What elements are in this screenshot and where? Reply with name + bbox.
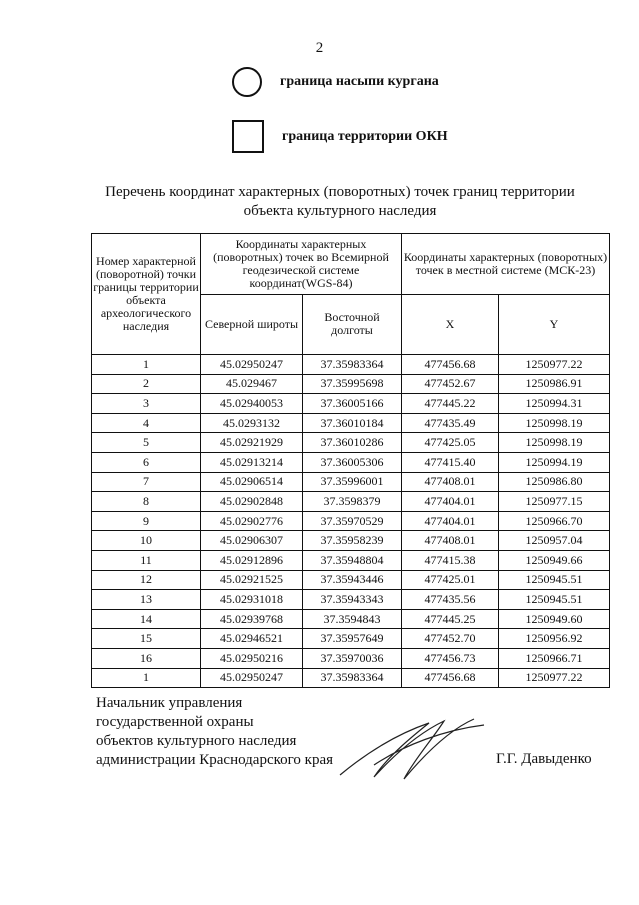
cell-east-longitude: 37.35943343 [303, 590, 402, 610]
table-row [92, 394, 610, 414]
cell-x: 477456.68 [402, 668, 499, 688]
cell-north-latitude: 45.0293132 [201, 413, 303, 433]
cell-x: 477425.01 [402, 570, 499, 590]
cell-north-latitude: 45.02946521 [201, 629, 303, 649]
table-row [92, 609, 610, 629]
signer-title-line-1: Начальник управления [96, 695, 243, 711]
header-msk23: Координаты характерных (поворотных) точек в местной системе (МСК-23) [402, 234, 610, 295]
cell-y: 1250998.19 [499, 413, 610, 433]
cell-x: 477404.01 [402, 492, 499, 512]
cell-north-latitude: 45.02906307 [201, 531, 303, 551]
cell-east-longitude: 37.36010286 [303, 433, 402, 453]
square-icon [232, 120, 264, 153]
cell-y: 1250945.51 [499, 570, 610, 590]
cell-north-latitude: 45.02950247 [201, 668, 303, 688]
cell-y: 1250977.22 [499, 355, 610, 375]
header-east-longitude: Восточной долготы [303, 294, 402, 355]
coordinates-table-body [92, 355, 610, 688]
cell-y: 1250994.31 [499, 394, 610, 414]
cell-point-number: 4 [92, 413, 201, 433]
cell-point-number: 16 [92, 648, 201, 668]
cell-north-latitude: 45.02939768 [201, 609, 303, 629]
cell-x: 477456.68 [402, 355, 499, 375]
cell-point-number: 11 [92, 550, 201, 570]
cell-y: 1250977.15 [499, 492, 610, 512]
table-row [92, 492, 610, 512]
cell-x: 477435.56 [402, 590, 499, 610]
cell-y: 1250966.71 [499, 648, 610, 668]
cell-north-latitude: 45.029467 [201, 374, 303, 394]
table-row [92, 433, 610, 453]
header-point-number: Номер характерной (поворотной) точки границы территории объекта археологического наследия [92, 234, 201, 355]
cell-y: 1250986.91 [499, 374, 610, 394]
cell-x: 477415.40 [402, 452, 499, 472]
table-row [92, 550, 610, 570]
header-x: X [402, 294, 499, 355]
cell-east-longitude: 37.36005166 [303, 394, 402, 414]
circle-icon [232, 67, 262, 97]
coordinates-table [91, 233, 610, 688]
cell-x: 477408.01 [402, 531, 499, 551]
cell-x: 477445.25 [402, 609, 499, 629]
cell-y: 1250949.66 [499, 550, 610, 570]
legend-label-territory: граница территории ОКН [282, 128, 448, 144]
cell-north-latitude: 45.02912896 [201, 550, 303, 570]
table-row [92, 648, 610, 668]
cell-point-number: 10 [92, 531, 201, 551]
header-wgs84: Координаты характерных (поворотных) точек во Всемирной геодезической системе координат(WGS-84) [201, 234, 402, 295]
cell-north-latitude: 45.02950216 [201, 648, 303, 668]
table-row [92, 531, 610, 551]
cell-point-number: 1 [92, 668, 201, 688]
cell-y: 1250966.70 [499, 511, 610, 531]
cell-y: 1250986.80 [499, 472, 610, 492]
cell-y: 1250949.60 [499, 609, 610, 629]
cell-east-longitude: 37.35970036 [303, 648, 402, 668]
cell-y: 1250945.51 [499, 590, 610, 610]
cell-east-longitude: 37.35983364 [303, 668, 402, 688]
cell-point-number: 13 [92, 590, 201, 610]
cell-point-number: 8 [92, 492, 201, 512]
cell-y: 1250994.19 [499, 452, 610, 472]
document-title [60, 183, 620, 221]
cell-point-number: 3 [92, 394, 201, 414]
cell-east-longitude: 37.36010184 [303, 413, 402, 433]
cell-y: 1250957.04 [499, 531, 610, 551]
cell-x: 477435.49 [402, 413, 499, 433]
legend-item-mound [232, 67, 439, 97]
cell-east-longitude: 37.35995698 [303, 374, 402, 394]
signer-title-line-4: администрации Краснодарского края [96, 752, 334, 768]
cell-east-longitude: 37.35958239 [303, 531, 402, 551]
signer-name: Г.Г. Давыденко [496, 751, 592, 767]
table-row [92, 374, 610, 394]
legend-label-mound: граница насыпи кургана [280, 74, 439, 89]
table-row [92, 472, 610, 492]
table-row [92, 511, 610, 531]
cell-point-number: 15 [92, 629, 201, 649]
cell-x: 477456.73 [402, 648, 499, 668]
cell-x: 477425.05 [402, 433, 499, 453]
cell-north-latitude: 45.02906514 [201, 472, 303, 492]
cell-x: 477452.67 [402, 374, 499, 394]
page-number: 2 [315, 40, 324, 56]
cell-east-longitude: 37.35943446 [303, 570, 402, 590]
signer-title-line-3: объектов культурного наследия [96, 733, 297, 749]
table-row [92, 590, 610, 610]
cell-x: 477415.38 [402, 550, 499, 570]
cell-east-longitude: 37.35948804 [303, 550, 402, 570]
cell-x: 477408.01 [402, 472, 499, 492]
cell-x: 477452.70 [402, 629, 499, 649]
table-row [92, 570, 610, 590]
cell-point-number: 6 [92, 452, 201, 472]
cell-north-latitude: 45.02921525 [201, 570, 303, 590]
header-y: Y [499, 294, 610, 355]
cell-point-number: 14 [92, 609, 201, 629]
cell-east-longitude: 37.35996001 [303, 472, 402, 492]
table-row [92, 668, 610, 688]
cell-east-longitude: 37.35970529 [303, 511, 402, 531]
cell-x: 477404.01 [402, 511, 499, 531]
cell-north-latitude: 45.02950247 [201, 355, 303, 375]
cell-east-longitude: 37.35983364 [303, 355, 402, 375]
cell-east-longitude: 37.3598379 [303, 492, 402, 512]
handwritten-signature [334, 715, 494, 785]
cell-point-number: 12 [92, 570, 201, 590]
cell-point-number: 2 [92, 374, 201, 394]
cell-point-number: 7 [92, 472, 201, 492]
cell-y: 1250977.22 [499, 668, 610, 688]
table-row [92, 629, 610, 649]
cell-point-number: 9 [92, 511, 201, 531]
cell-point-number: 1 [92, 355, 201, 375]
table-row [92, 355, 610, 375]
cell-north-latitude: 45.02940053 [201, 394, 303, 414]
legend-item-territory [232, 120, 448, 153]
cell-north-latitude: 45.02902848 [201, 492, 303, 512]
signature-block [96, 694, 333, 770]
title-line-1: Перечень координат характерных (поворотных) точек границ территории [105, 184, 575, 200]
cell-y: 1250956.92 [499, 629, 610, 649]
cell-y: 1250998.19 [499, 433, 610, 453]
cell-north-latitude: 45.02902776 [201, 511, 303, 531]
table-row [92, 452, 610, 472]
cell-north-latitude: 45.02913214 [201, 452, 303, 472]
cell-north-latitude: 45.02921929 [201, 433, 303, 453]
cell-x: 477445.22 [402, 394, 499, 414]
cell-east-longitude: 37.36005306 [303, 452, 402, 472]
cell-north-latitude: 45.02931018 [201, 590, 303, 610]
cell-east-longitude: 37.35957649 [303, 629, 402, 649]
title-line-2: объекта культурного наследия [243, 203, 437, 219]
cell-east-longitude: 37.3594843 [303, 609, 402, 629]
table-row [92, 413, 610, 433]
cell-point-number: 5 [92, 433, 201, 453]
signer-title-line-2: государственной охраны [96, 714, 254, 730]
header-north-latitude: Северной широты [201, 294, 303, 355]
